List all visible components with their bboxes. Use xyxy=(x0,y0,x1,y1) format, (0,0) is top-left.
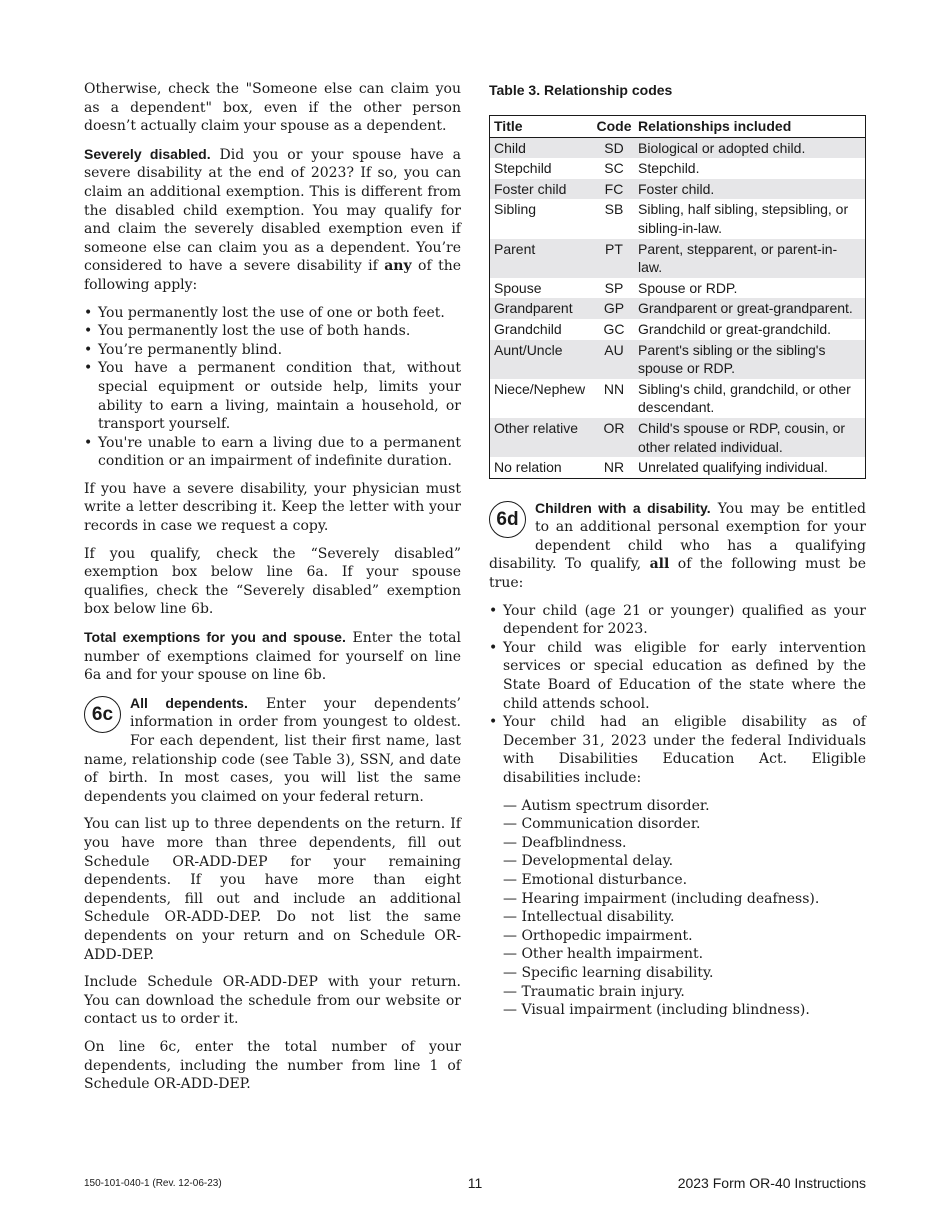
list-item: — Intellectual disability. xyxy=(503,909,675,926)
column-header-code: Code xyxy=(594,116,634,138)
row-title: Aunt/Uncle xyxy=(490,340,595,379)
row-relationships: Grandchild or great-grandchild. xyxy=(638,320,831,337)
severe-disability-list xyxy=(84,304,461,471)
children-disability-heading: Children with a disability. xyxy=(535,499,711,516)
total-exemptions-paragraph xyxy=(84,628,461,685)
list-item: — Visual impairment (including blindness). xyxy=(503,1002,810,1019)
qualify-paragraph: If you qualify, check the “Severely disabled” exemption box below line 6a. If your spouse qualifies, check the “Severely disabled” exemption box below line 6b. xyxy=(84,545,461,618)
children-disability-text-end: of the following must be true: xyxy=(489,556,867,592)
row-relationships: Unrelated qualifying individual. xyxy=(638,459,828,476)
row-title: Grandparent xyxy=(490,298,595,319)
table-row xyxy=(490,319,866,340)
disability-section xyxy=(489,499,866,1020)
line-6c-badge: 6c xyxy=(84,696,121,733)
list-item: — Other health impairment. xyxy=(503,946,704,963)
table-row xyxy=(490,278,866,299)
list-item: • Your child was eligible for early intervention services or special education as defined by the State Board of Education of the state where the child attends school. xyxy=(489,639,866,713)
row-code: GP xyxy=(594,298,634,319)
list-item: • Your child (age 21 or younger) qualified as your dependent for 2023. xyxy=(489,602,866,639)
table-row xyxy=(490,239,866,278)
table-row xyxy=(490,457,866,478)
row-relationships: Foster child. xyxy=(634,179,866,200)
list-item: • You permanently lost the use of both hands. xyxy=(84,322,461,341)
table-row xyxy=(490,340,866,379)
table-row xyxy=(490,379,866,418)
eligible-disabilities-list xyxy=(489,797,866,1020)
list-item: • You’re permanently blind. xyxy=(84,341,461,360)
row-code: AU xyxy=(594,340,634,379)
table-row xyxy=(490,179,866,200)
table-title: Table 3. Relationship codes xyxy=(489,82,673,98)
row-title: No relation xyxy=(494,459,562,476)
intro-paragraph: Otherwise, check the "Someone else can claim you as a dependent" box, even if the other person doesn’t actually claim your spouse as a dependent. xyxy=(84,81,461,135)
any-emphasis: any xyxy=(384,258,412,275)
relationship-codes-table xyxy=(489,115,866,479)
list-item: • You're unable to earn a living due to a permanent condition or an impairment of indefinite duration. xyxy=(84,434,461,471)
row-relationships: Sibling, half sibling, stepsibling, or sibling-in-law. xyxy=(638,201,849,236)
row-title: Stepchild xyxy=(494,160,552,177)
list-item: — Deafblindness. xyxy=(503,834,627,851)
row-title: Parent xyxy=(490,239,595,278)
list-item: — Hearing impairment (including deafness). xyxy=(503,890,820,907)
row-relationships: Child's spouse or RDP, cousin, or other related individual. xyxy=(634,418,866,457)
list-item: • Your child had an eligible disability as of December 31, 2023 under the federal Individuals with Disabilities Education Act. Eligible disabilities include: xyxy=(489,713,866,787)
table-row xyxy=(490,137,866,158)
qualification-list xyxy=(489,602,866,788)
all-dependents-paragraph xyxy=(84,694,461,807)
severely-disabled-text: Did you or your spouse have a severe disability at the end of 2023? If so, you can claim an additional exemption. This is different from the disabled child exemption. You may qualify for and claim the severely disabled exemption even if someone else can claim you as a dependent. You’re considered to have a severe disability if xyxy=(84,146,461,275)
row-title: Foster child xyxy=(490,179,595,200)
page-number: 11 xyxy=(467,1175,483,1191)
row-relationships: Sibling's child, grandchild, or other descendant. xyxy=(638,380,851,416)
row-code: SB xyxy=(604,201,624,218)
row-relationships: Parent's sibling or the sibling's spouse or RDP. xyxy=(634,340,866,379)
children-disability-paragraph xyxy=(489,499,866,593)
list-item: — Communication disorder. xyxy=(503,816,701,833)
row-relationships: Spouse or RDP. xyxy=(638,279,738,296)
table-row xyxy=(490,158,866,179)
children-disability-text: You may be entitled to an additional personal exemption for your dependent child who has a qualifying disability. To qualify, xyxy=(489,500,867,573)
row-relationships: Stepchild. xyxy=(638,160,700,177)
list-item: — Emotional disturbance. xyxy=(503,871,688,888)
row-relationships: Biological or adopted child. xyxy=(634,137,866,158)
row-title: Spouse xyxy=(494,279,542,296)
row-title: Sibling xyxy=(494,201,537,218)
row-title: Other relative xyxy=(490,418,595,457)
page-footer xyxy=(84,1175,866,1193)
list-item: — Traumatic brain injury. xyxy=(503,983,685,1000)
row-relationships: Grandparent or great-grandparent. xyxy=(634,298,866,319)
line-6d-badge: 6d xyxy=(489,501,526,538)
total-exemptions-heading: Total exemptions for you and spouse. xyxy=(84,629,346,646)
right-column xyxy=(489,80,866,1020)
physician-paragraph: If you have a severe disability, your physician must write a letter describing it. Keep the letter with your records in case we request a copy. xyxy=(84,480,461,535)
row-title: Niece/Nephew xyxy=(494,380,586,397)
line-6c-paragraph: On line 6c, enter the total number of your dependents, including the number from line 1 of Schedule OR-ADD-DEP. xyxy=(84,1038,461,1093)
row-code: NR xyxy=(603,459,625,476)
all-emphasis: all xyxy=(649,556,670,573)
severely-disabled-text-end: of the following apply: xyxy=(84,258,462,293)
list-item: • You permanently lost the use of one or both feet. xyxy=(84,304,461,323)
dependents-limit-paragraph: You can list up to three dependents on the return. If you have more than three dependents, fill out Schedule OR-ADD-DEP for your remaining dependents. If you have more than eight dependents, fill out and include an additional Schedule OR-ADD-DEP. Do not list the same dependents on your return and on Schedule OR-ADD-DEP. xyxy=(84,816,461,963)
total-exemptions-text: Enter the total number of exemptions claimed for yourself on line 6a and for your spouse on line 6b. xyxy=(84,630,461,684)
table-row xyxy=(490,418,866,457)
list-item: — Orthopedic impairment. xyxy=(503,927,693,944)
all-dependents-heading: All dependents. xyxy=(130,694,248,711)
row-code: GC xyxy=(603,320,625,337)
row-code: FC xyxy=(594,179,634,200)
row-code: SC xyxy=(604,160,624,177)
column-header-relationships: Relationships included xyxy=(634,116,866,138)
row-code: OR xyxy=(594,418,634,457)
table-header-row xyxy=(490,116,866,138)
list-item: • You have a permanent condition that, without special equipment or outside help, limits your ability to earn a living, maintain a household, or transport yourself. xyxy=(84,359,461,433)
row-title: Grandchild xyxy=(494,320,562,337)
row-code: NN xyxy=(603,380,625,397)
column-header-title: Title xyxy=(490,116,595,138)
table-row xyxy=(490,298,866,319)
row-code: SP xyxy=(604,279,624,296)
list-item: — Autism spectrum disorder. xyxy=(503,797,710,814)
row-code: PT xyxy=(594,239,634,278)
all-dependents-text: Enter your dependents’ information in order from youngest to oldest. For each dependent, list their first name, last name, relationship code (see Table 3), SSN, and date of birth. In most cases, you will list the same dependents you claimed on your federal return. xyxy=(84,695,462,805)
left-column xyxy=(84,80,461,1103)
form-number: 150-101-040-1 (Rev. 12-06-23) xyxy=(84,1178,222,1189)
severely-disabled-heading: Severely disabled. xyxy=(84,145,211,162)
row-code: SD xyxy=(594,137,634,158)
list-item: — Specific learning disability. xyxy=(503,964,714,981)
row-relationships: Parent, stepparent, or parent-in-law. xyxy=(634,239,866,278)
severely-disabled-paragraph xyxy=(84,145,461,295)
row-title: Child xyxy=(490,137,595,158)
list-item: — Developmental delay. xyxy=(503,853,674,870)
table-row xyxy=(490,199,866,238)
footer-title: 2023 Form OR-40 Instructions xyxy=(677,1175,866,1191)
schedule-paragraph: Include Schedule OR-ADD-DEP with your return. You can download the schedule from our website or contact us to order it. xyxy=(84,974,461,1028)
